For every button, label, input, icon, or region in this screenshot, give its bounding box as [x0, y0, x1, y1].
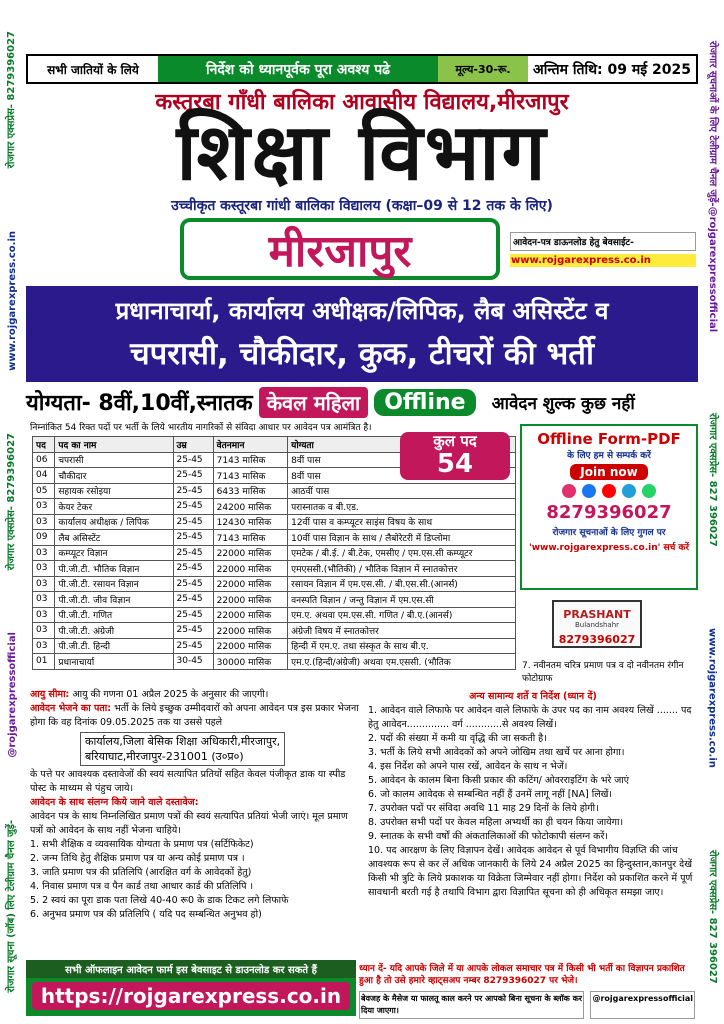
notice: निम्नांकित 54 रिक्त पदों पर भर्ती के लिये भारतीय नागरिकों से संविदा आधार पर आवेदन पत्र आमंत्रित है।: [30, 423, 372, 433]
table-cell: लैब असिस्टेंट: [55, 530, 173, 546]
table-row: [33, 545, 516, 561]
condition-item: 1. आवेदन वाले लिफाफे पर आवेदन वाले लिफाफे के उपर पद का नाम अवश्य लिखें ....... पद हेतु आवेदन.............. वर्ग ............से अवश्य लिखें।: [368, 705, 692, 730]
table-cell: 30-45: [173, 654, 213, 670]
condition-item: 5. आवेदन के कालम बिना किसी प्रकार की कटिंग/ ओवरराइटिंग के भरे जाएं: [368, 775, 630, 786]
qualification-row: [26, 384, 698, 420]
doc-item: 6. अनुभव प्रमाण पत्र की प्रतिलिपि ( यदि पद सम्बन्धित अनुभव हो): [30, 909, 262, 920]
address-line: बरियाघाट,मीरजापुर-231001 (उ०प्र०): [85, 750, 244, 763]
footer-left: [26, 960, 356, 1016]
ad-site[interactable]: 'www.rojgarexpress.co.in' सर्च करें: [528, 543, 690, 553]
table-cell: 05: [33, 483, 55, 499]
youtube-icon[interactable]: [602, 484, 616, 498]
posts-banner: [26, 286, 698, 382]
age-text: आयु की गणना 01 अप्रैल 2025 के अनुसार की जाएगी।: [72, 689, 269, 700]
doc-item: 2. जन्म तिथि हेतु शैक्षिक प्रमाण पत्र या अन्य कोई प्रमाण पत्र ।: [30, 853, 245, 864]
doc-item: 1. सभी शैक्षिक व व्यवसायिक योग्यता के प्रमाण पत्र (सर्टिफिकेट): [30, 839, 254, 850]
table-cell: पी.जी.टी. जीव विज्ञान: [55, 592, 173, 608]
condition-item: 3. भर्ती के लिये सभी आवेदकों को अपने जोखिम तथा खर्चे पर आना होगा।: [368, 747, 625, 758]
ad-title: Offline Form-PDF: [537, 430, 681, 448]
all-castes-label: सभी जातियों के लिये: [28, 56, 158, 82]
table-cell: अंग्रेजी विषय में स्नातकोत्तर: [288, 623, 516, 639]
table-cell: कार्यालय अधीक्षक / लिपिक: [55, 514, 173, 530]
instagram-icon[interactable]: [562, 484, 576, 498]
condition-item: 6. जो कालम आवेदक से सम्बन्धित नहीं हैं उनमें लागू नहीं [NA] लिखें।: [368, 789, 613, 800]
condition-item: 8. उपरोक्त सभी पदों पर केवल महिला अभ्यर्थी का ही चयन किया जायेगा।: [368, 817, 624, 828]
download-link[interactable]: www.rojgarexpress.co.in: [510, 254, 696, 267]
table-cell: 22000 मासिक: [213, 592, 287, 608]
sidebar-text: रोजगार एक्सप्रेस- 827 396027: [707, 849, 718, 984]
table-cell: 25-45: [173, 514, 213, 530]
table-cell: सहायक रसोइया: [55, 483, 173, 499]
table-cell: 25-45: [173, 452, 213, 468]
table-cell: रसायन विज्ञान में एम.एस.सी. / बी.एस.सी.(आनर्स): [288, 576, 516, 592]
organization-name: कस्तूरबा गाँधी बालिका आवासीय विद्यालय,मीरजापुर: [155, 90, 569, 115]
docs-label: आवेदन के साथ संलग्न किये जाने वाले दस्तावेज:: [30, 797, 199, 808]
logo-phone: 8279396027: [558, 633, 636, 646]
table-cell: 03: [33, 638, 55, 654]
conditions-heading: अन्य सामान्य शर्ते व निर्देश (ध्यान दें): [469, 691, 597, 702]
table-header-cell: योग्यता: [288, 437, 516, 453]
last-date-label: अन्तिम तिथि: 09 मई 2025: [528, 56, 696, 82]
telegram-handle[interactable]: @rojgarexpressofficial: [590, 991, 695, 1019]
table-header-cell: वेतनमान: [213, 437, 287, 453]
table-row: [33, 530, 516, 546]
table-cell: 03: [33, 545, 55, 561]
table-cell: 25-45: [173, 561, 213, 577]
table-cell: 22000 मासिक: [213, 623, 287, 639]
condition-item: 2. पदों की संख्या में कमी या वृद्धि की जा सकती है।: [368, 733, 547, 744]
ad-google: रोजगार सूचनाओं के लिए गुगल पर: [552, 528, 666, 538]
condition-item: 4. इस निर्देश को अपने पास रखें, आवेदन के साथ न भेजें।: [368, 761, 568, 772]
table-cell: 22000 मासिक: [213, 561, 287, 577]
facebook-icon[interactable]: [582, 484, 596, 498]
table-header-cell: पद: [33, 437, 55, 453]
table-cell: 7143 मासिक: [213, 530, 287, 546]
condition-item: 7. उपरोक्त पदों पर संविदा अवधि 11 माह 29 दिनों के लिये होगी।: [368, 803, 599, 814]
table-row: [33, 654, 516, 670]
sidebar-text: रोजगार सूचना (जॉब) लिए टेलीग्राम चैनल जुड़ें-: [6, 820, 17, 993]
footer: [26, 960, 698, 1016]
table-cell: 8वीं पास: [288, 468, 516, 484]
table-cell: 25-45: [173, 576, 213, 592]
docs-intro: आवेदन पत्र के साथ निम्नलिखित प्रमाण पत्रों की स्वयं सत्यापित प्रतियां भेजी जाएं। मूल प्रमाण पत्रों को आवेदन के साथ नहीं भेजना चाहिये।: [30, 811, 348, 836]
table-row: [33, 592, 516, 608]
table-cell: एम.ए.(हिन्दी/अंग्रेजी) अथवा एम.एससी. (भौतिक: [288, 654, 516, 670]
left-sidebar: [0, 0, 24, 1024]
table-row: [33, 561, 516, 577]
table-cell: 03: [33, 499, 55, 515]
table-cell: 7143 मासिक: [213, 452, 287, 468]
table-cell: चौकीदार: [55, 468, 173, 484]
table-cell: आठवीं पास: [288, 483, 516, 499]
sidebar-text: रोजगार एक्सप्रेस- 8279396027: [6, 432, 17, 571]
footer-right-row: [359, 991, 695, 1019]
table-row: [33, 607, 516, 623]
posts-line: प्रधानाचार्या, कार्यालय अधीक्षक/लिपिक, लैब असिस्टेंट व: [115, 297, 609, 325]
table-cell: 03: [33, 576, 55, 592]
note-7: 7. नवीनतम चरित्र प्रमाण पत्र व दो नवीनतम रंगीन फोटोग्राफ: [522, 661, 684, 684]
sidebar-text: @rojgarexpressofficial: [6, 632, 18, 758]
table-cell: 22000 मासिक: [213, 545, 287, 561]
sidebar-text: रोजगार एक्सप्रेस- 8279396027: [6, 31, 17, 169]
table-cell: एम.ए. अथवा एम.एस.सी. गणित / बी.ए.(आनर्स): [288, 607, 516, 623]
page-title: शिक्षा विभाग: [176, 108, 548, 198]
footer-left-text: सभी ऑफलाइन आवेदन फार्म इस बेवसाइट से डाउनलोड कर सकते हैं: [26, 960, 356, 978]
total-posts-badge: [400, 432, 510, 480]
download-box: [510, 232, 696, 274]
post-text: के पत्ते पर आवश्यक दस्तावेजों की स्वयं सत्यापित प्रतियों सहित केवल पंजीकृत डाक या स्पीड पोस्ट के माध्यम से पंहुच जाये।: [30, 769, 346, 794]
address-line: कार्यालय,जिला बेसिक शिक्षा अधिकारी,मीरजापुर,: [85, 735, 281, 748]
table-cell: 09: [33, 530, 55, 546]
table-row: [33, 576, 516, 592]
join-now-button[interactable]: Join now: [570, 464, 647, 480]
table-header-cell: उम्र: [173, 437, 213, 453]
whatsapp-icon[interactable]: [642, 484, 656, 498]
ad-box: [520, 424, 698, 590]
fee-label: आवेदन शुल्क कुछ नहीं: [491, 393, 635, 414]
table-cell: 25-45: [173, 468, 213, 484]
address-box: [80, 732, 285, 766]
table-cell: 25-45: [173, 545, 213, 561]
table-cell: परास्नातक व बी.एड.: [288, 499, 516, 515]
ad-phone: 8279396027: [546, 502, 672, 523]
logo-sub: Bulandshahr: [574, 621, 620, 629]
doc-item: 4. निवास प्रमाण पत्र व पैन कार्ड तथा आधार कार्ड की प्रतिलिपि ।: [30, 881, 254, 892]
table-cell: 22000 मासिक: [213, 638, 287, 654]
district-name: मीरजापुर: [180, 218, 500, 280]
table-cell: 25-45: [173, 623, 213, 639]
doc-item: 5. 2 स्वयं का पूरा डाक पता लिखे 40-40 रू0 के डाक टिकट लगे लिफाफे: [30, 895, 289, 906]
table-cell: प्रधानाचार्या: [55, 654, 173, 670]
age-label: आयु सीमा:: [30, 689, 70, 700]
sidebar-text: www.rojgarexpress.co.in: [706, 628, 718, 769]
subtitle: उच्चीकृत कस्तूरबा गांधी बालिका विद्यालय (कक्षा–09 से 12 तक के लिए): [171, 198, 553, 214]
table-cell: 7143 मासिक: [213, 468, 287, 484]
table-cell: 12430 मासिक: [213, 514, 287, 530]
table-row: [33, 638, 516, 654]
instruction-label: निर्देश को ध्यानपूर्वक पूरा अवश्य पढे: [158, 56, 438, 82]
table-cell: 25-45: [173, 530, 213, 546]
publisher-logo: [552, 600, 642, 648]
sidebar-text: रोजगार सूचनाओं के लिए टेलीग्राम चैनल जुड़ें-@rojgarexpressofficial: [707, 40, 718, 332]
logo-name: PRASHANT: [563, 608, 631, 621]
social-icons: [522, 484, 696, 498]
table-cell: 04: [33, 468, 55, 484]
table-cell: 10वीं पास विज्ञान के साथ / लैबोरेटरी में डिप्लोमा: [288, 530, 516, 546]
table-cell: केयर टेकर: [55, 499, 173, 515]
price-label: मूल्य-30-रू.: [438, 56, 528, 82]
ad-sub: के लिए हम से सम्पर्क करें: [567, 451, 651, 461]
right-sidebar: [700, 0, 724, 1024]
table-cell: 25-45: [173, 592, 213, 608]
table-cell: 03: [33, 607, 55, 623]
footer-right: [356, 960, 698, 1016]
table-cell: 25-45: [173, 483, 213, 499]
table-cell: 22000 मासिक: [213, 607, 287, 623]
total-posts-count: 54: [436, 449, 474, 479]
table-cell: 03: [33, 561, 55, 577]
table-cell: पी.जी.टी. अंग्रेजी: [55, 623, 173, 639]
qualification: योग्यता- 8वीं,10वीं,स्नातक: [26, 391, 253, 416]
table-cell: 12वीं पास व कम्प्यूटर साइंस विषय के साथ: [288, 514, 516, 530]
table-cell: पी.जी.टी. हिन्दी: [55, 638, 173, 654]
table-cell: वनस्पति विज्ञान / जन्तु विज्ञान में एम.एस.सी: [288, 592, 516, 608]
table-row: [33, 514, 516, 530]
table-cell: 30000 मासिक: [213, 654, 287, 670]
table-cell: एमटेक / बी.ई. / बी.टेक, एमसीए / एम.एस.सी कम्प्यूटर: [288, 545, 516, 561]
table-cell: 6433 मासिक: [213, 483, 287, 499]
condition-item: 10. पद आरक्षण के लिए विज्ञापन देखें। आवेदक आवेदन से पूर्व विभागीय विज्ञप्ति की जांच आवश्यक रूप से कर लें अधिक जानकारी के लिये 24 अप्रैल 2025 का हिन्दुस्तान,कानपुर देखें किसी भी त्रुटि के लिये प्रकाशक या विक्रेता जिम्मेवार नहीं होगा। निर्देश को प्रकाशित करने में पूर्ण सावधानी बरती गई है तथापि विभाग द्वारा विज्ञापित सूचना को ही अधिकृत समझा जाए।: [368, 845, 693, 898]
table-row: [33, 483, 516, 499]
table-cell: 06: [33, 452, 55, 468]
footer-warning: बेवजह के मैसेज या फालतू काल करने पर आपको बिना सूचना के ब्लॉक कर दिया जाएगा।: [359, 991, 584, 1019]
table-cell: हिन्दी में एम.ए. तथा संस्कृत के साथ बी.ए.: [288, 638, 516, 654]
footer-url[interactable]: https://rojgarexpress.co.in: [32, 982, 350, 1010]
table-row: [33, 623, 516, 639]
table-cell: 24200 मासिक: [213, 499, 287, 515]
top-bar: [26, 54, 698, 84]
table-header-cell: पद का नाम: [55, 437, 173, 453]
left-section: [30, 688, 362, 922]
table-cell: 25-45: [173, 499, 213, 515]
address-text: भर्ती के लिये इच्छुक उम्मीदवारों को अपना आवेदन पत्र इस प्रकार भेजना होगा कि वह दिनांक 09.05.2025 तक या उससे पहले: [30, 703, 359, 728]
right-section: [368, 690, 698, 900]
table-cell: 01: [33, 654, 55, 670]
table-cell: 25-45: [173, 607, 213, 623]
table-cell: 8वीं पास: [288, 452, 516, 468]
address-label: आवेदन भेजने का पता:: [30, 703, 112, 714]
table-cell: 03: [33, 592, 55, 608]
table-cell: 03: [33, 623, 55, 639]
telegram-icon[interactable]: [622, 484, 636, 498]
table-cell: 03: [33, 514, 55, 530]
table-cell: पी.जी.टी. भौतिक विज्ञान: [55, 561, 173, 577]
footer-right-text: ध्यान दें- यदि आपके जिले में या आपके लोकल समाचार पत्र में किसी भी भर्ती का विज्ञापन प्रकाशित हुआ है तो उसे हमारे व्हाट्सअप नम्बर 8279396027 पर भेजे।: [359, 964, 685, 986]
table-cell: 22000 मासिक: [213, 576, 287, 592]
table-cell: पी.जी.टी. रसायन विज्ञान: [55, 576, 173, 592]
sidebar-text: www.rojgarexpress.co.in: [6, 230, 18, 371]
doc-item: 3. जाति प्रमाण पत्र की प्रतिलिपि (आरक्षित वर्ग के आवेदकों हेतु): [30, 867, 252, 878]
table-cell: 25-45: [173, 638, 213, 654]
table-cell: चपरासी: [55, 452, 173, 468]
women-only-badge: केवल महिला: [259, 387, 369, 418]
table-row: [33, 499, 516, 515]
table-cell: पी.जी.टी. गणित: [55, 607, 173, 623]
download-label: आवेदन-पत्र डाऊनलोड हेतु बेवसाईट-: [510, 232, 696, 251]
table-cell: एमएससी.(भौतिकी) / भौतिक विज्ञान में स्नातकोत्तर: [288, 561, 516, 577]
condition-item: 9. स्नातक के सभी वर्षों की अंकतालिकाओं की फोटोकापी संलग्न करें।: [368, 831, 608, 842]
table-cell: कम्प्यूटर विज्ञान: [55, 545, 173, 561]
sidebar-text: रोजगार एक्सप्रेस- 827 396027: [707, 413, 718, 547]
offline-badge: Offline: [374, 389, 475, 416]
posts-line: चपरासी, चौकीदार, कुक, टीचरों की भर्ती: [130, 336, 594, 372]
total-posts-label: कुल पद: [433, 432, 477, 450]
